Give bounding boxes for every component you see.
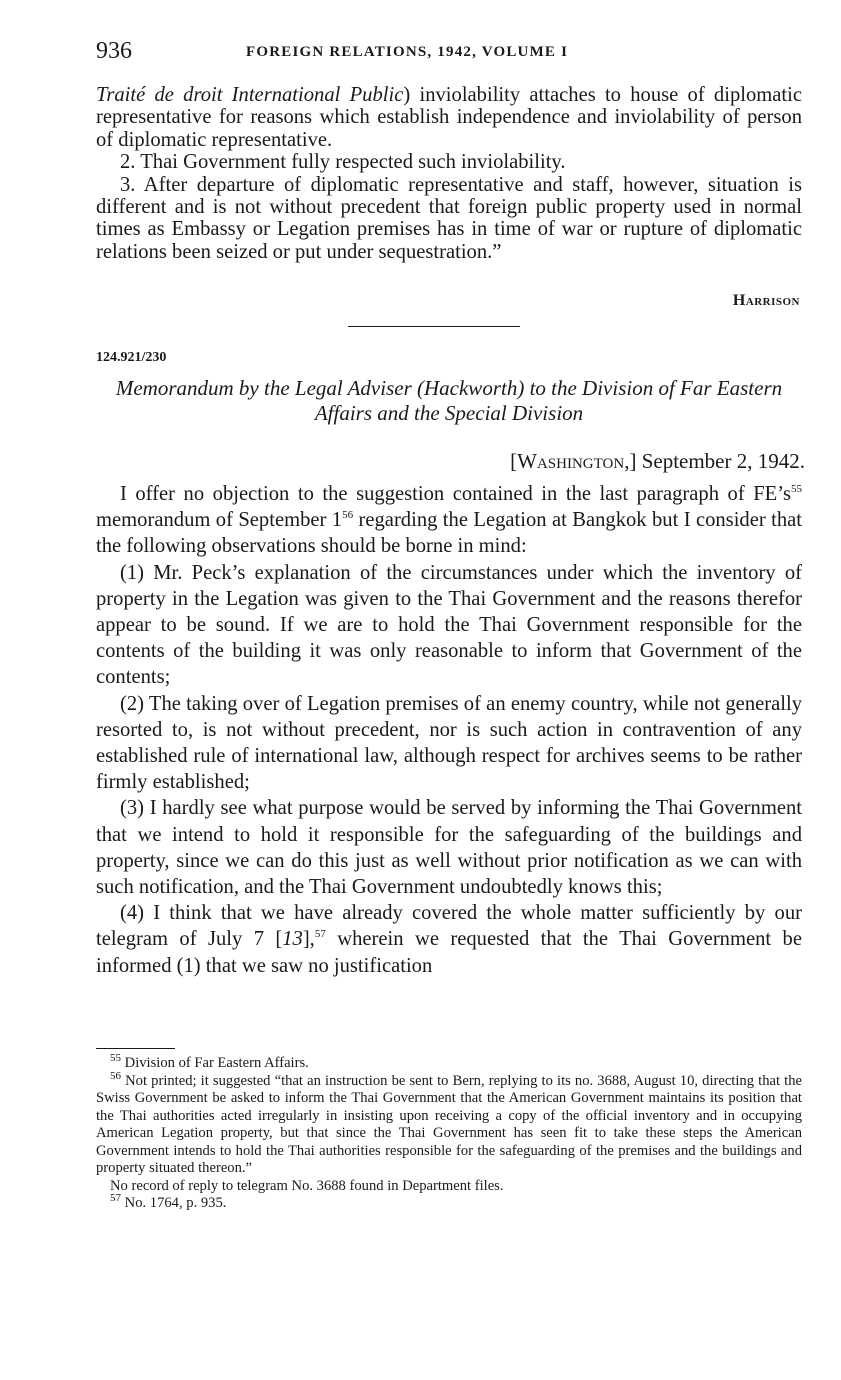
footnote-55 bbox=[96, 1052, 802, 1073]
dateline-date: September 2, 1942. bbox=[641, 449, 805, 473]
memo-text: regarding the Legation at Bangkok but I consider that the following observations should be borne in mind: bbox=[96, 509, 802, 558]
continued-paragraph-1-text: ) inviolability attaches to house of diplomatic representative for reasons which establish independence and inviolability of person of diplomatic representative. bbox=[96, 84, 803, 151]
memo-paragraph-3: (3) I hardly see what purpose would be served by informing the Thai Government that we intend to hold it responsible for the safeguarding of the buildings and property, since we can do this just as well without prior notification as we can with such notification, and the Thai Government undoubtedly knows this; bbox=[96, 797, 802, 899]
treatise-title: Traité de droit International Public bbox=[96, 84, 404, 106]
page-header bbox=[96, 36, 800, 66]
footnote-text: Not printed; it suggested “that an instruction be sent to Bern, replying to its no. 3688, August 10, directing that the Swiss Government be asked to inform the Thai Government that the American Government maintains its position that the Thai authorities acted irregularly in insisting upon receiving a copy of the official inventory and in occupying American Legation property, but that since the Thai Government has seen fit to take these steps the American Government intends to hold the Thai authorities responsible for the safeguarding of the premises and the buildings and property situated thereon.” bbox=[96, 1072, 802, 1176]
footnote-text: No. 1764, p. 935. bbox=[121, 1195, 227, 1211]
continued-paragraph-3: 3. After departure of diplomatic representative and staff, however, situation is different and is not without precedent that foreign public property used in normal times as Embassy or Legation premises has in time of war or rupture of diplomatic relations been seized or put under sequestration.” bbox=[96, 173, 802, 263]
memo-paragraph-intro bbox=[96, 481, 802, 560]
file-number: 124.921/230 bbox=[96, 350, 167, 365]
footnotes bbox=[96, 1052, 802, 1213]
memo-text: I offer no objection to the suggestion contained in the last paragraph of FE’s bbox=[120, 483, 791, 505]
memo-text: ], bbox=[302, 928, 315, 951]
footnote-ref: 56 bbox=[342, 509, 354, 522]
dateline: [Washington,] September 2, 1942. bbox=[510, 449, 805, 473]
footnote-ref: 55 bbox=[791, 483, 802, 496]
footnote-mark: 57 bbox=[110, 1192, 121, 1205]
memo-paragraph-1: (1) Mr. Peck’s explanation of the circumstances under which the inventory of property in the Legation was given to the Thai Government and the reasons therefor appear to be sound. If we are to hold the Thai Government responsible for the contents of the building it was only reasonable to inform that Government of the contents; bbox=[96, 561, 802, 689]
dateline-place: Washington bbox=[517, 449, 625, 473]
footnote-56 bbox=[96, 1069, 802, 1178]
memo-text: memorandum of September 1 bbox=[96, 509, 343, 532]
footnote-ref: 57 bbox=[314, 928, 326, 941]
memo-text: wherein we requested that the Thai Government be informed (1) that we saw no justification bbox=[96, 928, 802, 977]
footnote-text: Division of Far Eastern Affairs. bbox=[121, 1055, 309, 1071]
memo-text: (4) I think that we have already covered the whole matter sufficiently by our telegram of July 7 [ bbox=[96, 902, 802, 951]
footnote-56-note: No record of reply to telegram No. 3688 found in Department files. bbox=[110, 1177, 504, 1194]
memo-paragraph-2: (2) The taking over of Legation premises of an enemy country, while not generally resorted to, is not without precedent, nor is such action in contravention of any established rule of international law, although respect for archives seems to be rather firmly established; bbox=[96, 692, 802, 794]
signature: Harrison bbox=[732, 292, 800, 309]
continued-text bbox=[96, 84, 802, 263]
memo-paragraph-4 bbox=[96, 900, 802, 979]
memo-body bbox=[96, 481, 802, 979]
continued-paragraph-2: 2. Thai Government fully respected such inviolability. bbox=[120, 151, 566, 174]
continued-paragraph-1 bbox=[96, 84, 802, 151]
footnote-57 bbox=[96, 1192, 802, 1213]
footnote-mark: 55 bbox=[110, 1052, 121, 1065]
footnote-divider bbox=[96, 1048, 175, 1049]
page-number: 936 bbox=[96, 38, 132, 64]
section-divider bbox=[348, 326, 520, 327]
running-title: FOREIGN RELATIONS, 1942, VOLUME I bbox=[246, 44, 569, 60]
footnote-mark: 56 bbox=[110, 1069, 121, 1082]
document-title: Memorandum by the Legal Adviser (Hackworth) to the Division of Far Eastern Affairs and the Special Division bbox=[115, 376, 783, 425]
bracket-number: 13 bbox=[282, 928, 303, 951]
